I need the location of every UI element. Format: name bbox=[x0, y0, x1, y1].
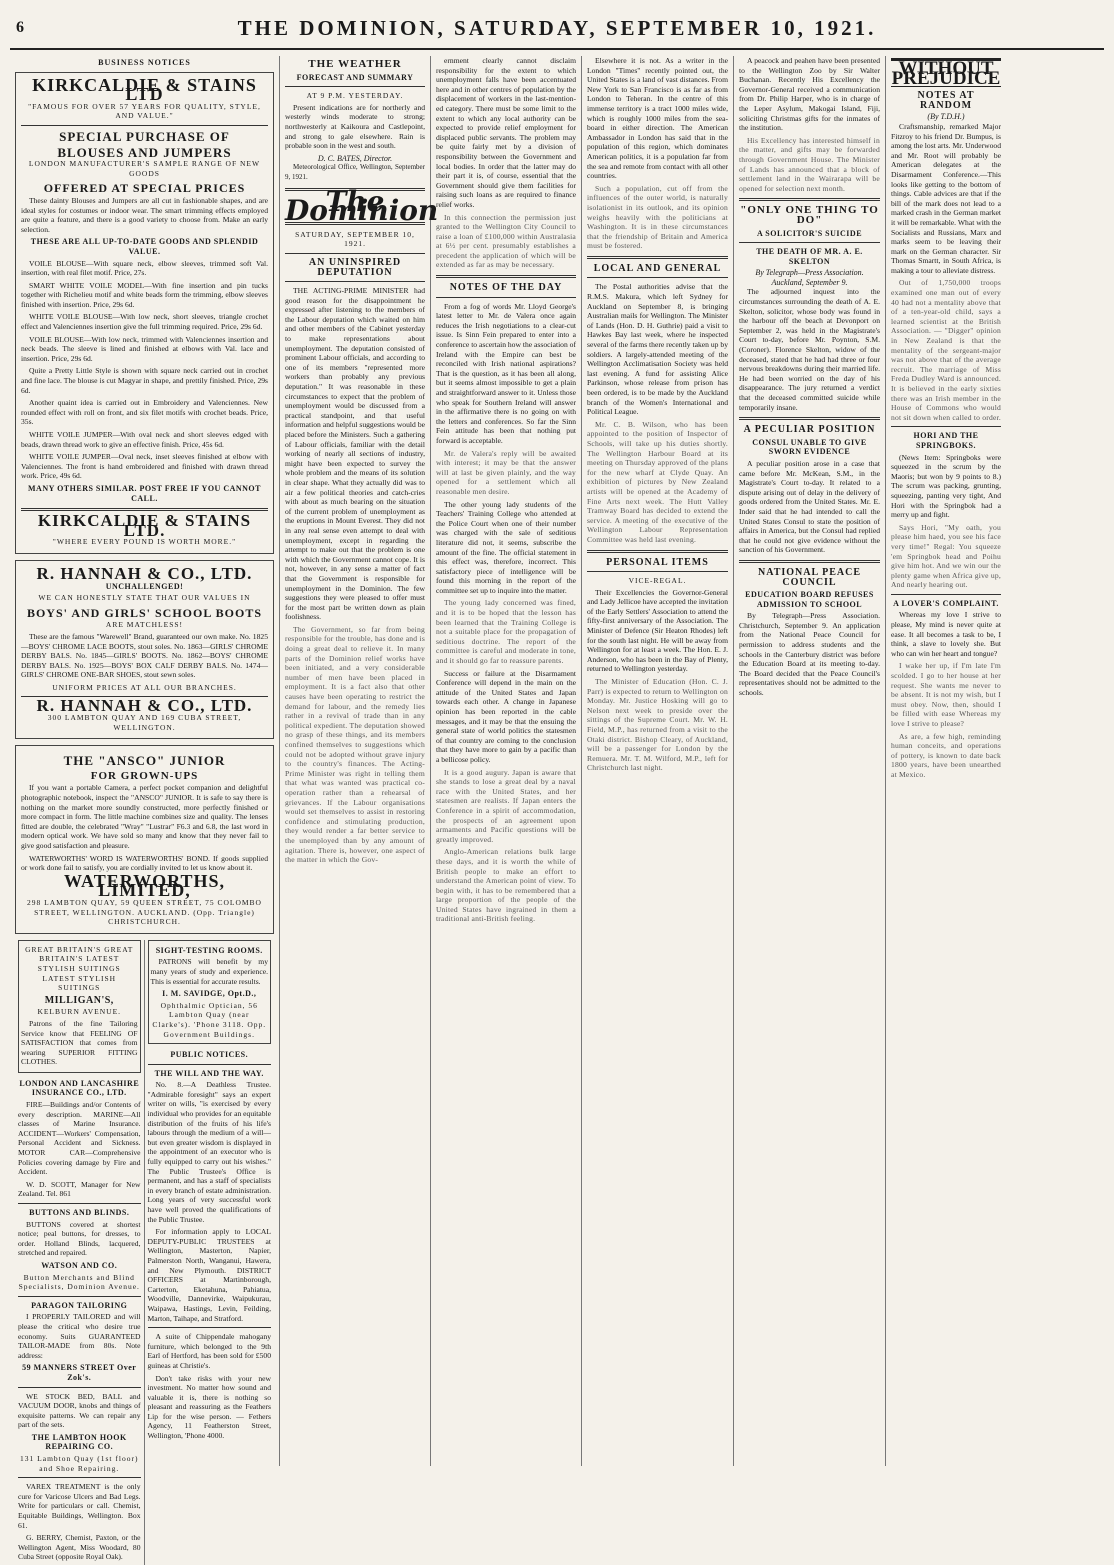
notes-head: NOTES OF THE DAY bbox=[449, 282, 563, 294]
classifieds-left bbox=[15, 940, 145, 1565]
london-name: LONDON AND LANCASHIRE INSURANCE CO., LTD. bbox=[19, 1078, 140, 1098]
weather-time: AT 9 P.M. YESTERDAY. bbox=[306, 91, 404, 101]
kirkcaldie-name-2: KIRKCALDIE & STAINS LTD. bbox=[37, 511, 252, 540]
hannah-address: 300 LAMBTON QUAY AND 169 CUBA STREET, WELLINGTON. bbox=[47, 713, 242, 732]
leader-body: THE ACTING-PRIME MINISTER had good reason for the disappointment he expressed after listening to the members of the Labour deputation which waited on him and other members of the Cabinet yesterday to make representations about unemployment. The deputation consisted of prominent Labour officials, and according to one of its members "represented more workers than probably any previous deputation." It was reasonable in these circumstances to expect that the problem of unemployment would be discussed from a practical standpoint, and that useful information and helpful suggestions would be placed before the Ministers. Such a gathering of Labour officials, familiar with the detail working of nearly all sections of industry, might have been expected to survey the whole problem and the means of its solution in clear shape. What they actually did was to air a few political theories and catch-cries with about as much bearing on the situation of the current problem of unemployment as the eruptions in Mount Everest. They did not in any real sense even attempt to deal with unemployment, except in regarding the attempt to make out that the problem is one with which the Government cannot cope. It is not, however, in any sense a matter of fact that the Government is responsible for unemployment in the Dominion. The few suggestions they were pleased to offer must for the most part be written down as plain foolishness. bbox=[285, 286, 425, 622]
section-label: BUSINESS NOTICES bbox=[98, 58, 191, 67]
hannah-line-1: UNCHALLENGED! bbox=[105, 581, 184, 591]
peculiar-head: A PECULIAR POSITION bbox=[743, 424, 876, 436]
waterworths-address: 298 LAMBTON QUAY, 59 QUEEN STREET, 75 COLOMBO STREET, WELLINGTON. AUCKLAND. (Opp. Triangle) CHRISTCHURCH. bbox=[27, 897, 262, 927]
masthead bbox=[10, 8, 1104, 50]
hannah-ad bbox=[15, 560, 274, 739]
weather-date: Meteorological Office, Wellington, September 9, 1921. bbox=[285, 163, 425, 181]
buttons-sub: Button Merchants and Blind Specialists, Dominion Avenue. bbox=[18, 1272, 140, 1292]
lambton-body: WE STOCK BED, BALL and VACUUM DOOR, knobs and things of exquisite patterns. We can repair any part of the sets. bbox=[18, 1391, 141, 1430]
personal-sub: VICE-REGAL. bbox=[628, 576, 687, 586]
milligans-ad bbox=[18, 940, 141, 1073]
page-title: THE DOMINION, SATURDAY, SEPTEMBER 10, 1921. bbox=[237, 15, 877, 40]
sight-body: PATRONS will benefit by my many years of study and experience. This is essential for accurate results. bbox=[150, 957, 268, 986]
kirkcaldie-headline-2: BLOUSES AND JUMPERS bbox=[57, 144, 232, 160]
zoo-body: A peacock and peahen have been presented to the Wellington Zoo by Sir Walter Buchanan. Recently His Excellency the Governor-General received a communication from Dr. Philip Harper, who is in charge of the Leper Asylum, Makogai Island, Fiji, soliciting Christmas gifts for the inmates of the institution. bbox=[739, 56, 880, 133]
hannah-line-2: WE CAN HONESTLY STATE THAT OUR VALUES IN bbox=[38, 593, 251, 603]
hannah-line-3: ARE MATCHLESS! bbox=[105, 620, 184, 630]
peace-body: By Telegraph—Press Association. Christchurch, September 9. An application from the National Peace Council for permission to address students and the schools in the Canterbury district was before the Education Board at its meeting to-day. The Board decided that the Peace Council's representatives should not be admitted to the schools. bbox=[739, 611, 880, 698]
tonic-note: Don't take risks with your new investment. No matter how sound and valuable it is, there is nothing so pleasant and reassuring as the Feathers Lip for the wise person. — Fethers Agency, 11 Featherston Street, Wellington, 'Phone 4000. bbox=[147, 1373, 271, 1441]
public-notices-head: PUBLIC NOTICES. bbox=[170, 1050, 249, 1060]
kirkcaldie-headline-1: SPECIAL PURCHASE OF bbox=[59, 128, 230, 144]
london-agents: W. D. SCOTT, Manager for New Zealand. Tel. 861 bbox=[18, 1179, 141, 1199]
notes-random-body: Craftsmanship, remarked Major Fitzroy to his friend Dr. Bumpus, is among the lost arts. Mr. Underwood and Mr. Root will probably be American delegates at the Disarmament Conference.—This looks like getting to the bottom of things. Cable advices are that if the bill of the mark does not lead to a marked crash in the German market it will be remarkable. What with the Socialists and Russians, Marx and marks seem to be leaving their mark on the German character. Sir Thomas Smartt, in South Africa, is making a tour to alleviate distress. bbox=[891, 121, 1001, 275]
only-one-thing-head: "ONLY ONE THING TO DO" bbox=[740, 204, 879, 226]
america-body: Elsewhere it is not. As a writer in the London "Times" recently pointed out, the United States is a land of vast distances. From New York to San Francisco is as far as from London to Teheran. In the centre of this immense territory is a tract 1000 miles wide, which is roughly 1000 miles from the sea-board in either direction. The American Ambassador in London has said that in the population of this region, which dominates American politics, it is a population far from the sea and remote from contact with all other countries. bbox=[587, 56, 728, 181]
death-head: THE DEATH OF MR. A. E. SKELTON bbox=[756, 247, 863, 266]
weather-sign: D. C. BATES, Director. bbox=[317, 153, 393, 163]
waterworths-name: WATERWORTHS, LIMITED, bbox=[64, 870, 225, 901]
kirkcaldie-ad bbox=[15, 72, 274, 554]
hannah-name-2: R. HANNAH & CO., LTD. bbox=[36, 696, 253, 716]
sight-sub: Ophthalmic Optician, 56 Lambton Quay (near Clarke's). 'Phone 3118. Opp. Government Buildings. bbox=[152, 1000, 267, 1039]
editorial-column: THE WEATHER FORECAST AND SUMMARY AT 9 P.M. YESTERDAY. Present indications are for northerly and westerly winds moderate to strong; northwesterly at Kaikoura and Castlepoint, and strong to gale elsewhere. Rain is probable soon in the west and south. D. C. BATES, Director. Meteorological Office, Wellington, September 9, 1921. The Dominion SATURDAY, SEPTEMBER 10, 1921. AN UNINSPIRED DEPUTATION THE ACTING-PRIME MINISTER had good reason for the disappointment he expressed after listening to the members of the Labour deputation which waited on him and other members of the Cabinet yesterday to make representations about unemployment. The deputation consisted of prominent Labour officials, and according to one of its members "represented more workers than probably any previous deputation." It was reasonable in these circumstances to expect that the problem of unemployment would be discussed from a practical standpoint, and that useful information and helpful suggestions would be placed before the Ministers. Such a gathering of Labour officials, familiar with the detail working of nearly all sections of industry, might have been expected to survey the whole problem and the means of its solution in clear shape. What they actually did was to air a few political theories and catch-cries with about as much bearing on the situation of the current problem of unemployment as the eruptions in Mount Everest. They did not in any real sense even attempt to deal with unemployment, except in regarding the attempt to make out that the problem is one with which the Government cannot cope. It is not, however, in any sense a matter of fact that the Government is responsible for unemployment in the Dominion. The few suggestions they were pleased to offer must for the most part be written down as plain foolishness. The Government, so far from being responsible for the trouble, has done and is doing a great deal to relieve it. In many parts of the Dominion relief works have been initiated, and a very considerable number of men have been placed in employment. It is a fact also that other causes have been operating to restrict the demand for labour, and the remedy lies rather in a revival of trade than in any political expedient. The deputation showed no grasp of these things, and its members confined themselves to suggestions which could not be adopted without grave injury to the country's finances. The Acting-Prime Minister was right in telling them that what was wanted was practical co-operation rather than a rehearsal of grievances. If the Labour organisations would set themselves to assist in restoring confidence and stimulating production, they would render a far better service to the unemployed than by any amount of agitation. There is, however, one aspect of the matter in which the Gov- bbox=[280, 56, 431, 1466]
buttons-name: WATSON AND CO. bbox=[41, 1260, 118, 1270]
hannah-body: These are the famous "Warewell" Brand, guaranteed our own make. No. 1825—BOYS' CHROME LACE BOOTS, stout soles. No. 1863—GIRLS' CHROME DERBY BALS. No. 1845—GIRLS' BOOTS. No. 1862—BOYS' CHROME DERBY BALS. No. 1925—BOYS' BOX CALF DERBY BALS. No. 1474—GIRLS' CHROME ONE-BAR SHOES, stout sewn soles. bbox=[21, 631, 268, 680]
only-one-thing-sub: A SOLICITOR'S SUICIDE bbox=[756, 228, 863, 238]
notes-body-2: The other young lady students of the Teachers' Training College who attended at the Police Court when one of their number was charged with the sale of seditious literature did not, it seems, subscribe the amount of the fine. The official statement in this effect was, therefore, incorrect. This satisfactory piece of intelligence will be found this morning in the report of the committee set up to inquire into the matter. bbox=[436, 499, 576, 595]
hori-head: HORI AND THE SPRINGBOKS. bbox=[913, 431, 979, 450]
hannah-name: R. HANNAH & CO., LTD. bbox=[36, 563, 253, 583]
local-head: LOCAL AND GENERAL bbox=[593, 262, 722, 274]
personal-head: PERSONAL ITEMS bbox=[606, 556, 709, 568]
page-number: 6 bbox=[16, 19, 24, 36]
kirkcaldie-item: WHITE VOILE BLOUSE—With low neck, short sleeves, triangle crochet effect and Valenciennes insertion give the full trimming required. Price, 29s 6d. bbox=[21, 312, 268, 332]
will-head: THE WILL AND THE WAY. bbox=[154, 1068, 264, 1078]
sight-name: I. M. SAVIDGE, Opt.D., bbox=[162, 989, 257, 999]
varex-sub: G. BERRY, Chemist, Paxton, or the Wellington Agent, Miss Woodard, 80 Cuba Street (opposite Royal Oak). bbox=[18, 1533, 141, 1562]
lover-head: A LOVER'S COMPLAINT. bbox=[893, 598, 999, 608]
weather-head: THE WEATHER bbox=[308, 58, 402, 70]
notes-body: From a fog of words Mr. Lloyd George's latest letter to Mr. de Valera once again reduces the Irish negotiations to a clear-cut issue. Is Sinn Fein prepared to enter into a conference to ascertain how the association of Ireland with the Empire can best be reconciled with Irish national aspirations? That is the question, as it has been all along, but it seems almost impossible to get a plain and straightforward answer to it. Unless those who speak for Southern Ireland will answer in the affirmative there is no going on with the letters and conferences. So far the Sinn Fein attitude has been that nothing put forward is acceptable. bbox=[436, 301, 577, 445]
peculiar-sub: CONSUL UNABLE TO GIVE SWORN EVIDENCE bbox=[752, 437, 867, 457]
kirkcaldie-note: THESE ARE ALL UP-TO-DATE GOODS AND SPLENDID VALUE. bbox=[30, 237, 259, 256]
dateline: SATURDAY, SEPTEMBER 10, 1921. bbox=[295, 229, 415, 249]
peculiar-body: A peculiar position arose in a case that came before Mr. McKean, S.M., in the Magistrate's Court to-day. It related to a dispute arising out of delay in the delivery of goods ordered from the United States. Mr. E. Inder said that he had intended to call the United States Consul to state the position of affairs in America, but the Consul had replied that he could not give evidence without the sanction of his Government. bbox=[739, 458, 880, 555]
kirkcaldie-name: KIRKCALDIE & STAINS LTD bbox=[32, 74, 257, 105]
notes-body-3: Success or failure at the Disarmament Conference will depend in the main on the attitude of the United States and Japan towards each other. A change in Japanese opinion has been reported in the cable messages, and it may be that the ensuing the general state of world politics the statesmen of that country are coming to the conclusion that they have more to gain by a pacific than a bellicose policy. bbox=[436, 668, 576, 764]
kirkcaldie-offered: OFFERED AT SPECIAL PRICES bbox=[43, 181, 246, 196]
ansco-ad bbox=[15, 745, 274, 934]
buttons-head: BUTTONS AND BLINDS. bbox=[29, 1208, 130, 1217]
kirkcaldie-item: SMART WHITE VOILE MODEL—With fine insertion and pin tucks together with Richelieu motif and white beads form the trimming, elbow sleeves finished with insertion. Price, 29s 6d. bbox=[21, 280, 268, 309]
business-notices-column bbox=[10, 56, 280, 1562]
kirkcaldie-item: Quite a Pretty Little Style is shown with square neck carried out in crochet and fine lace. The blouse is cut Magyar in shape, and prettily finished. Price, 29s 6d. bbox=[21, 366, 268, 395]
leader-head: AN UNINSPIRED DEPUTATION bbox=[308, 256, 402, 278]
lambton-address: 131 Lambton Quay (1st floor) and Shoe Repairing. bbox=[20, 1454, 139, 1473]
lover-body: Whereas my love I strive to please, My mind is never quite at ease. It all becomes a task to be, I think, a slave to lovely she. But who can win her heart and tongue? bbox=[891, 610, 1001, 658]
peace-head: NATIONAL PEACE COUNCIL bbox=[758, 566, 861, 588]
kirkcaldie-subhead: LONDON MANUFACTURER'S SAMPLE RANGE OF NEW GOODS bbox=[28, 159, 261, 178]
leader-continued: ernment clearly cannot disclaim responsibility for the extent to which unemployment falls have been accentuated here and in other centres of population by the displacement of workers in the last-mention-ed category. There must be some limit to the extent to which any local authority can be expected to provide relief employment for displaced public servants. The problem may be quite fairly met by a division of responsibility between the Government and local bodies. In order that the latter may do their part it is, of course, essential that the Government should give them facilities for raising such loans as are required to finance relief works. bbox=[436, 56, 576, 209]
milligans-body: Patrons of the fine Tailoring Service know that FEELING OF SATISFACTION that comes from wearing SUPERIOR FITTING CLOTHES. bbox=[21, 1018, 138, 1067]
kirkcaldie-item: WHITE VOILE JUMPER—Oval neck, inset sleeves finished at elbow with Valenciennes. The front is hand embroidered and finished with drawn thread work. Price, 49s 6d. bbox=[21, 452, 268, 481]
kirkcaldie-item: VOILE BLOUSE—With low neck, trimmed with Valenciennes insertion and neck beads. The sleeve is lined and finished at elbows with Val. lace and insertion. Price, 29s 6d. bbox=[21, 334, 268, 363]
notes-random-head: NOTES AT RANDOM bbox=[917, 90, 975, 111]
newspaper-nameplate: The Dominion bbox=[285, 184, 439, 228]
notes-of-day-column: ernment clearly cannot disclaim responsibility for the extent to which unemployment falls have been accentuated here and in other centres of population by the displacement of workers in the last-mention-ed category. There must be some limit to the extent to which any local authority can be expected to provide relief employment for displaced public servants. The problem may be quite fairly met by a division of responsibility between the Government and local bodies. In order that the latter may do their part it is, of course, essential that the Government should give them facilities for raising such loans as are required to finance relief works. In this connection the permission just granted to the Wellington City Council to raise a loan of £100,000 within Australasia at 6½ per cent. presumably establishes a precedent the application of which will be extended as far as may be necessary. NOTES OF THE DAY From a fog of words Mr. Lloyd George's latest letter to Mr. de Valera once again reduces the Irish negotiations to a clear-cut issue. Is Sinn Fein prepared to enter into a conference to ascertain how the association of Ireland with the Empire can best be reconciled with Irish national aspirations? That is the question, as it has been all along, but it seems almost impossible to get a plain and straightforward answer to it. Unless those who speak for Southern Ireland will answer in the affirmative there is no going on with the letters and conferences. So far the Sinn Fein attitude has been that nothing put forward is acceptable. Mr. de Valera's reply will be awaited with interest; it may be that the answer will at last be given plainly, and the way opened for a settlement which all reasonable men desire. The other young lady students of the Teachers' Training College who attended at the Police Court when one of their number was charged with the sale of seditious literature did not, it seems, subscribe the amount of the fine. The official statement in this effect was, therefore, incorrect. This satisfactory piece of intelligence will be found this morning in the report of the committee set up to inquire into the matter. The young lady concerned was fined, and it is to be hoped that the lesson has been learned that the Training College is not a suitable place for the propagation of seditious doctrine. The report of the committee is careful and moderate in tone, and it should go far to reassure parents. Success or failure at the Disarmament Conference will depend in the main on the attitude of the United States and Japan towards each other. A change in Japanese opinion has been reported in the cable messages, and it may be that the ensuing the general state of world politics the statesmen of that country are coming to the conclusion that they have more to gain by a pacific than a bellicose policy. It is a good augury. Japan is aware that she stands to lose a great deal by a naval race with the United States, and her statesmen are realists. If Japan enters the Conference in a spirit of accommodation, the prospects of an agreement upon armaments and Pacific questions will be greatly improved. Anglo-American relations bulk large these days, and it is worth the while of British people to make an effort to understand the American point of view. To begin with, it has to be remembered that a large proportion of the people of the United States have ingrained in them a traditional anti-British feeling. bbox=[431, 56, 582, 1466]
paragon-address: 59 MANNERS STREET Over Zok's. bbox=[22, 1363, 137, 1382]
will-body: No. 8.—A Deathless Trustee. "Admirable foresight" says an expert writer on wills, "is exercised by every individual who provides for an equitable distribution of the fruits of his life's labours through the medium of a will—but even greater wisdom is displayed in the appointment of an executor who is fully equipped to carry out his wishes." The Public Trustee's Office is permanent, and has a staff of specialists in every branch of estate administration. Long years of very successful work have well proved the qualifications of the Public Trustee. bbox=[147, 1080, 271, 1224]
local-body: The Postal authorities advise that the R.M.S. Makura, which left Sydney for Auckland on September 8, is bringing Australian mails for Wellington. The Minister of Lands (Hon. D. H. Guthrie) paid a visit to Hawkes Bay last week, where he inspected several of the farms there recently taken up by soldiers. A largely-attended meeting of the Wellington Acclimatisation Society was held last evening. A fund for assisting Alice Parkinson, whose release from prison has been ordered, is to be made by the Auckland branch of the Women's International and Political League. bbox=[587, 282, 728, 417]
personal-body: Their Excellencies the Governor-General and Lady Jellicoe have accepted the invitation of the Early Settlers' Association to attend the fifty-first anniversary of the Association. The Minister of Defence (Sir Heaton Rhodes) left for the south last night. He will be away from Wellington for at least a week. The Hon. E. J. Anderson, who has been in the Bay of Plenty, returned to Wellington yesterday. bbox=[587, 587, 728, 674]
milligans-name: MILLIGAN'S, bbox=[44, 994, 114, 1006]
peace-sub: EDUCATION BOARD REFUSES ADMISSION TO SCHOOL bbox=[745, 590, 874, 609]
kirkcaldie-intro: These dainty Blouses and Jumpers are all cut in fashionable shapes, and are ideal styles for costumes or indoor wear. The smart trimming effects employed are quite a feature, and there is a good variety to choose from. Make an early selection. bbox=[21, 195, 268, 234]
sight-head: SIGHT-TESTING ROOMS. bbox=[155, 945, 263, 955]
kirkcaldie-item: Another quaint idea is carried out in Embroidery and Valenciennes. New rounded effect with roll on front, and six filet motifs with crochet beads. Price, 35s. bbox=[21, 398, 268, 427]
without-prejudice-title: WITHOUT PREJUDICE bbox=[891, 58, 1001, 89]
kirkcaldie-item: WHITE VOILE JUMPER—With oval neck and short sleeves edged with beads, drawn thread work to give an effective finish. Price, 45s 6d. bbox=[21, 430, 268, 449]
hannah-headline: BOYS' AND GIRLS' SCHOOL BOOTS bbox=[26, 605, 263, 620]
death-byline: By Telegraph—Press Association. Auckland, September 9. bbox=[755, 268, 864, 287]
chippendale-note: A suite of Chippendale mahogany furniture, which belonged to the 9th Earl of Hertford, has been sold for £500 guineas at Christie's. bbox=[147, 1332, 271, 1370]
death-body: The adjourned inquest into the circumstances surrounding the death of A. E. Skelton, solicitor, whose body was found in the harbour off the beach at Devonport on September 2, was held in the Magistrate's Court to-day, before Mr. Poynton, S.M. (Coroner). Florence Skelton, widow of the deceased, stated that he had had three or four nervous breakdowns during their married life. He had been worried on the day of his disappearance. The jury returned a verdict that the deceased committed suicide while temporarily insane. bbox=[739, 287, 880, 412]
ansco-headline-2: FOR GROWN-UPS bbox=[90, 769, 199, 782]
ansco-body: If you want a portable Camera, a perfect pocket companion and delightful photographic notebook, inspect the "ANSCO" JUNIOR. It is safe to say there is nothing on the market more soundly constructed, more perfectly finished or more compact in form. The little machine combines size and quality. The lenses fitted are double, the celebrated "Wray" "Lustrar" F6.3 and 6.8, the last word in modern optical work. We have sold so many and know that they never fail to give good satisfaction and pleasure. bbox=[21, 783, 268, 850]
weather-body: Present indications are for northerly and westerly winds moderate to strong; northwesterly at Kaikoura and Castlepoint, and strong to gale elsewhere. Rain is probable soon in the west and south. bbox=[285, 102, 425, 151]
buttons-body: BUTTONS covered at shortest notice; peal buttons, for dresses, to order. Holland Blinds, lacquered, stretched and repaired. bbox=[18, 1219, 141, 1258]
kirkcaldie-tagline: "FAMOUS FOR OVER 57 YEARS FOR QUALITY, STYLE, AND VALUE." bbox=[28, 101, 261, 121]
ansco-footer: WATERWORTHS' WORD IS WATERWORTHS' BOND. If goods supplied or work done fail to satisfy, you are cordially invited to let us know about it. bbox=[21, 853, 268, 873]
kirkcaldie-item: VOILE BLOUSE—With square neck, elbow sleeves, trimmed soft Val. insertion, with real filet motif. Price, 27s. bbox=[21, 258, 268, 278]
kirkcaldie-tagline-2: "WHERE EVERY POUND IS WORTH MORE." bbox=[52, 537, 237, 547]
notes-random-byline: (By T.D.H.) bbox=[927, 112, 965, 122]
local-general-column: Elsewhere it is not. As a writer in the London "Times" recently pointed out, the United States is a land of vast distances. From New York to San Francisco is as far as from London to Teheran. In the centre of this immense territory is a tract 1000 miles wide, which is roughly 1000 miles from the sea-board in either direction. The American Ambassador in London has said that in the population of this region, which dominates American politics, it is a population far from the sea and remote from contact with all other countries. Such a population, cut off from the influences of the outer world, is naturally isolationist in its outlook, and its opinion weighs heavily with the politicians at Washington. It is in these circumstances that the friendship of Britain and America must be fostered. LOCAL AND GENERAL The Postal authorities advise that the R.M.S. Makura, which left Sydney for Auckland on September 8, is bringing Australian mails for Wellington. The Minister of Lands (Hon. D. H. Guthrie) paid a visit to Hawkes Bay last week, where he inspected several of the farms there recently taken up by soldiers. A largely-attended meeting of the Wellington Acclimatisation Society was held last evening. A fund for assisting Alice Parkinson, whose release from prison has been ordered, is to be made by the Auckland branch of the Women's International and Political League. Mr. C. B. Wilson, who has been appointed to the position of Inspector of Schools, will take up his duties shortly. The Wellington Harbour Board at its meeting on Thursday approved of the plans for the new wharf at Clyde Quay. An exhibition of pictures by New Zealand artists will be opened at the Academy of Fine Arts next week. The Hutt Valley Tramway Board has decided to extend the service. A meeting of the executive of the Wellington Labour Representation Committee was held last evening. PERSONAL ITEMS VICE-REGAL. Their Excellencies the Governor-General and Lady Jellicoe have accepted the invitation of the Early Settlers' Association to attend the fifty-first anniversary of the Association. The Minister of Defence (Sir Heaton Rhodes) left for the south last night. He will be away from Wellington for at least a week. The Hon. E. J. Anderson, who has been in the Bay of Plenty, returned to Wellington yesterday. The Minister of Education (Hon. C. J. Parr) is expected to return to Wellington on Monday. Mr. Justice Hosking will go to Nelson next week to preside over the sittings of the Supreme Court. Mr. W. H. Field, M.P., has returned from a visit to the Otaki district. Bishop Cleary, of Auckland, will be a passenger for London by the Remuera. Mr. T. M. Wilford, M.P., left for Christchurch last night. bbox=[582, 56, 734, 1466]
london-body: FIRE—Buildings and/or Contents of every description. MARINE—All classes of Marine Insurance. ACCIDENT—Workers' Compensation, Personal Accident and Sickness. MOTOR CAR—Comprehensive Policies covering damage by Fire and Accident. bbox=[18, 1100, 141, 1177]
without-prejudice-column: WITHOUT PREJUDICE NOTES AT RANDOM (By T.D.H.) Craftsmanship, remarked Major Fitzroy to his friend Dr. Bumpus, is among the lost arts. Mr. Underwood and Mr. Root will probably be American delegates at the Disarmament Conference.—This looks like getting to the bottom of things. Cable advices are that if the bill of the mark does not lead to a marked crash in the German market it will be remarkable. What with the Socialists and Russians, Marx and marks seem to be leaving their mark on the German character. Sir Thomas Smartt, in South Africa, is making a tour to alleviate distress. Out of 1,750,000 troops examined one man out of every 40 had not a mentality above that of a ten-year-old child, says a learned scientist at the British Association. — "Digger" opinion in New Zealand is that the mentality of the sergeant-major was not above that of the average recruit. The marriage of Miss Freda Dudley Ward is announced. It is believed in the early sixties there was an Irish member in the House of Commons who would not sit down when called to order. HORI AND THE SPRINGBOKS. (News Item: Springboks were squeezed in the scrum by the Maoris; but won by 9 points to 8.) The scrum was packing, grunting, squeezing, panting very tight, And Hori with the Springbok had a merry up and fight. Says Hori, "My oath, you please him haed, you see his face very time!" Regal: You squeeze 'em Springbok head and Poihu give him hot. And we win our the plenty game when Africa give up, And nearly hearing out. A LOVER'S COMPLAINT. Whereas my love I strive to please, My mind is never quite at ease. It all becomes a task to be, I think, a slave to lovely she. But who can win her heart and tongue? I wake her up, if I'm late I'm scolded. I go to her house at her request. She wants me never to be absent. It is not my wish, but I must obey. Now, then, should I be filled with ease Whereas my love I strive to please? As are, a few high, reminding human conceits, and operations of pottery, is known to date back 1800 years, have been unearthed at Mexico. bbox=[891, 58, 1001, 779]
classifieds-right bbox=[145, 940, 275, 1565]
weather-sub: FORECAST AND SUMMARY bbox=[296, 72, 414, 82]
milligans-lead: GREAT BRITAIN'S GREAT BRITAIN'S LATEST STYLISH SUITINGS LATEST STYLISH SUITINGS bbox=[25, 944, 134, 993]
sight-testing-ad bbox=[148, 940, 272, 1044]
will-footer: For information apply to LOCAL DEPUTY-PUBLIC TRUSTEES at Wellington, Masterton, Napier, Palmerston North, Wanganui, Hawera, and New Plymouth. DISTRICT OFFICERS at Martinborough, Carterton, Eketahuna, Pahiatua, Woodville, Dannevirke, Waipukurau, Waipawa, Hastings, Levin, Feilding, Marton, Taihape, and Stratford. bbox=[147, 1227, 271, 1323]
hori-body: (News Item: Springboks were squeezed in the scrum by the Maoris; but won by 9 points to 8.) The scrum was packing, grunting, squeezing, panting very tight, And Hori with the Springbok had a merry up and fight. bbox=[891, 452, 1001, 520]
varex-body: VAREX TREATMENT is the only cure for Varicose Ulcers and Bad Legs. Write for particulars or call. Chemist, Equitable Buildings, Wellington. Box 61. bbox=[18, 1482, 141, 1530]
milligans-sub: KELBURN AVENUE. bbox=[37, 1007, 122, 1017]
kirkcaldie-closing: MANY OTHERS SIMILAR. POST FREE IF YOU CANNOT CALL. bbox=[28, 483, 261, 503]
hannah-footer: UNIFORM PRICES AT ALL OUR BRANCHES. bbox=[52, 682, 237, 692]
paragon-body: I PROPERLY TAILORED and will please the critical who desire true economy. Suits GUARANTEED TAILOR-MADE from 80s. Note address: bbox=[18, 1312, 141, 1360]
lambton-name: THE LAMBTON HOOK REPAIRING CO. bbox=[31, 1432, 127, 1452]
telegraph-column: A peacock and peahen have been presented to the Wellington Zoo by Sir Walter Buchanan. Recently His Excellency the Governor-General received a communication from Dr. Philip Harper, who is in charge of the Leper Asylum, Makogai Island, Fiji, soliciting Christmas gifts for the inmates of the institution. His Excellency has interested himself in the matter, and gifts may be forwarded through Government House. The Minister of Lands has announced that a block of settlement land in the Wairarapa will be opened for selection next month. "ONLY ONE THING TO DO" A SOLICITOR'S SUICIDE THE DEATH OF MR. A. E. SKELTON By Telegraph—Press Association. Auckland, September 9. The adjourned inquest into the circumstances surrounding the death of A. E. Skelton, solicitor, whose body was found in the harbour off the beach at Devonport on September 2, was held in the Magistrate's Court to-day, before Mr. Poynton, S.M. (Coroner). Florence Skelton, widow of the deceased, stated that he had had three or four nervous breakdowns during their married life. He had been worried on the day of his disappearance. The jury returned a verdict that the deceased committed suicide while temporarily insane. A PECULIAR POSITION CONSUL UNABLE TO GIVE SWORN EVIDENCE A peculiar position arose in a case that came before Mr. McKean, S.M., in the Magistrate's Court to-day. It related to a dispute arising out of delay in the delivery of goods ordered from the United States. Mr. E. Inder said that he had intended to call the United States Consul to state the position of affairs in America, but the Consul had replied that he could not give evidence without the sanction of his Government. NATIONAL PEACE COUNCIL EDUCATION BOARD REFUSES ADMISSION TO SCHOOL By Telegraph—Press Association. Christchurch, September 9. An application from the National Peace Council for permission to address students and the schools in the Canterbury district was before the Education Board at its meeting to-day. The Board decided that the Peace Council's representatives should not be admitted to the schools. bbox=[734, 56, 886, 1466]
paragon-head: PARAGON TAILORING bbox=[31, 1300, 128, 1310]
ansco-headline-1: THE "ANSCO" JUNIOR bbox=[63, 753, 226, 769]
